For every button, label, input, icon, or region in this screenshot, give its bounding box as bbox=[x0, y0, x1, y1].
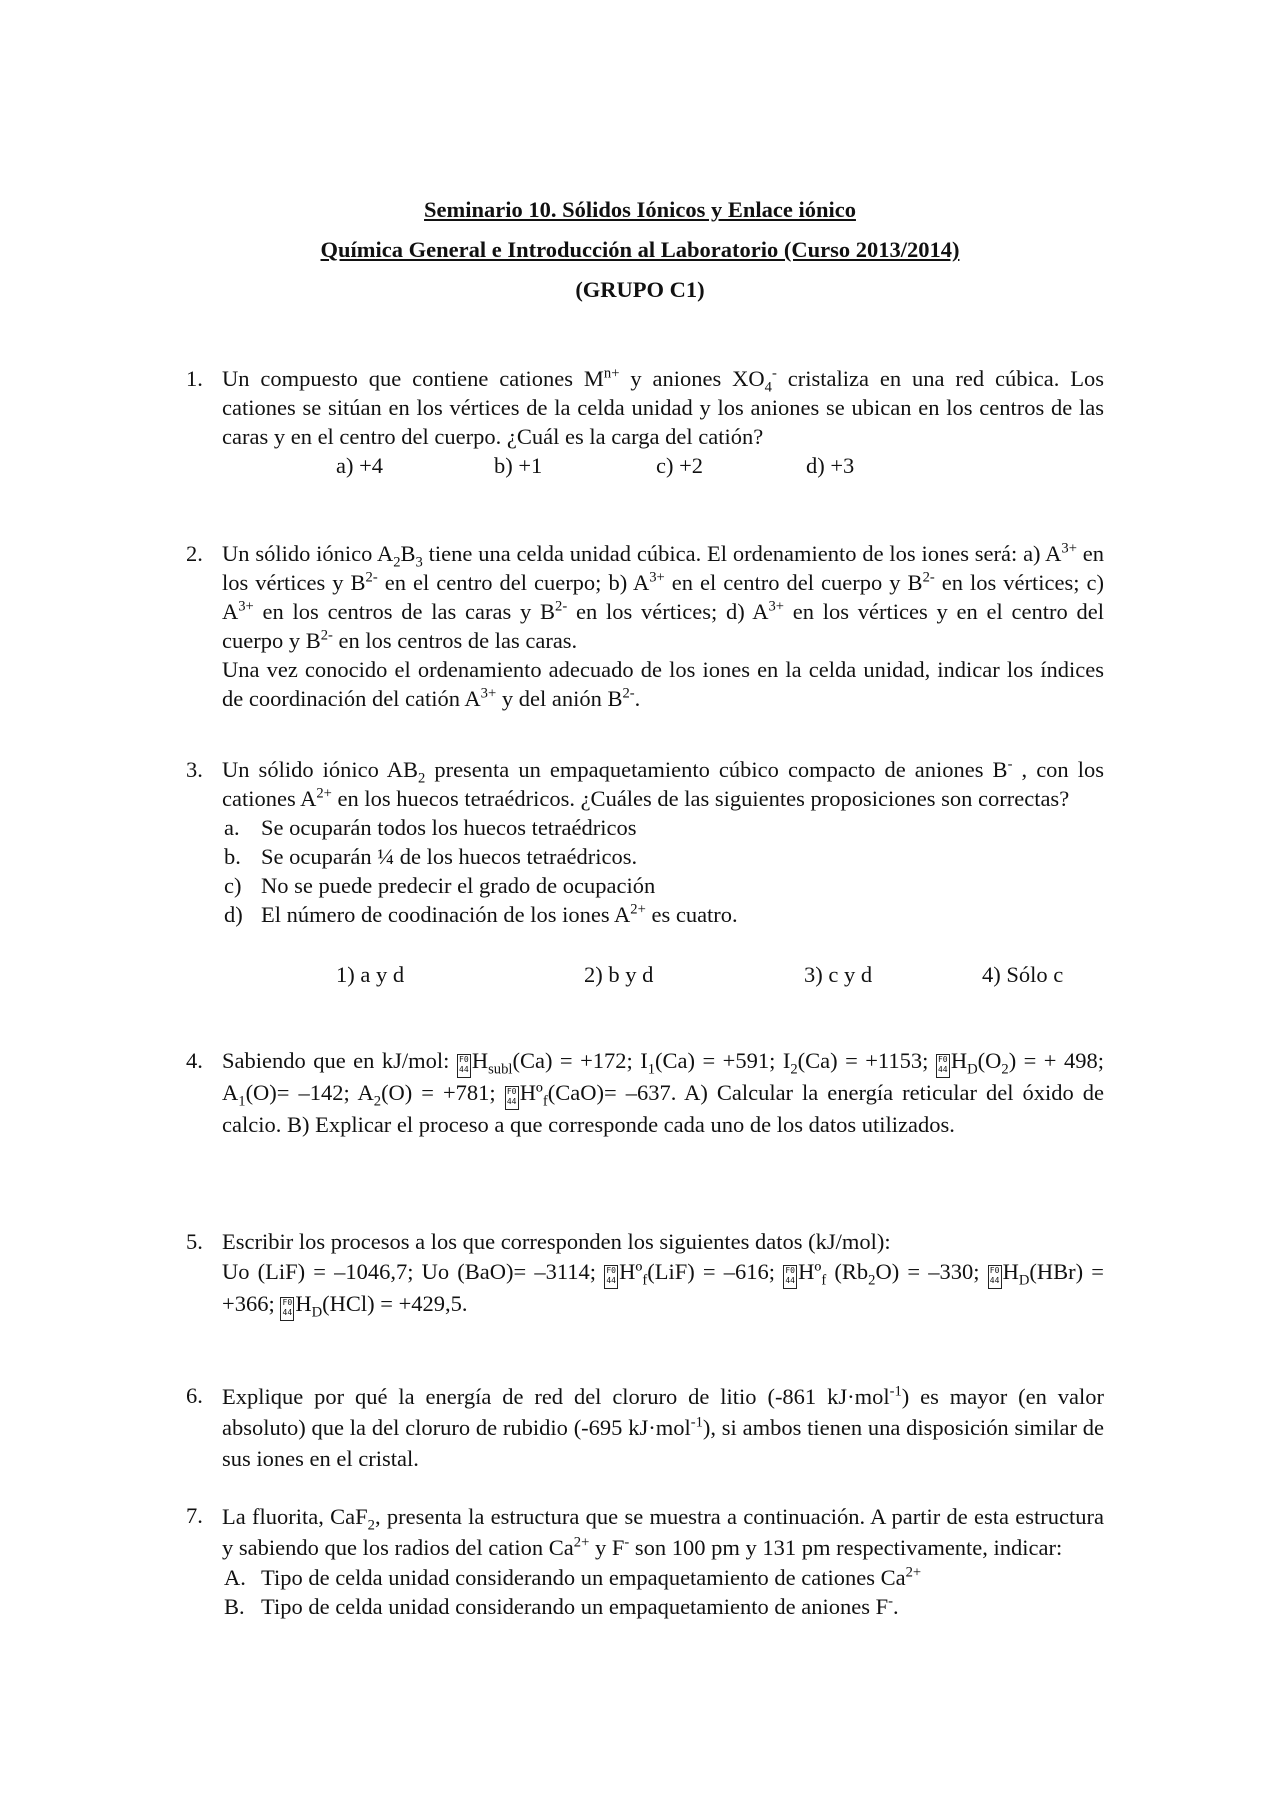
option-c: c) +2 bbox=[656, 453, 704, 478]
question-number: 1. bbox=[186, 366, 203, 391]
question-number: 7. bbox=[186, 1503, 203, 1528]
course-title: Química General e Introducción al Laboratorio (Curso 2013/2014) bbox=[320, 237, 960, 262]
question-number: 2. bbox=[186, 541, 203, 566]
missing-glyph-icon: F0 44 bbox=[936, 1054, 950, 1078]
missing-glyph-icon: F0 44 bbox=[280, 1297, 294, 1321]
question-text: Sabiendo que en kJ/mol: F0 44 $H_{subl}(Ca) = +172$; $I_1(Ca) = +591$; $I_2(Ca) = +1153$; F0 44 $H_D(O_2)$ = + 498; $A_1(O)= -142$; $A_2(O) = +781$; F0 44 Hº$_f$(CaO)= –637. A) Calcular la energía reticular del óxido de calcio. B) Explicar el proceso a que corresponde cada uno de los datos utilizados. bbox=[222, 1048, 1105, 1137]
document-header bbox=[0, 190, 1280, 310]
question-text: Un sólido iónico $A_2B_3$ tiene una celda unidad cúbica. El ordenamiento de los iones será: a) $A^{3+}$ en los vértices y $B^{2-}$ en el centro del cuerpo; b) $A^{3+}$ en el centro del cuerpo y $B^{2-}$ en los vértices; c) $A^{3+}$ en los centros de las caras y $B^{2-}$ en los vértices; d) $A^{3+}$ en los vértices y en el centro del cuerpo y $B^{2-}$ en los centros de las caras. bbox=[222, 540, 1104, 653]
option-d: d) +3 bbox=[806, 453, 855, 478]
question-text: Explique por qué la energía de red del cloruro de litio (-861 kJ·mol$^{-1}$) es mayor (en valor absoluto) que la del cloruro de rubidio (-695 kJ·mol$^{-1}$), si ambos tienen una disposición similar de sus iones en el cristal. bbox=[222, 1383, 1104, 1471]
option-b: b) +1 bbox=[494, 453, 543, 478]
question-number: 4. bbox=[186, 1048, 203, 1073]
question-number: 5. bbox=[186, 1229, 203, 1254]
question-3 bbox=[186, 755, 1104, 989]
part-b: B. Tipo de celda unidad considerando un empaquetamiento de aniones F-. bbox=[224, 1593, 899, 1619]
part-a: A. Tipo de celda unidad considerando un empaquetamiento de cationes $Ca^{2+}$ bbox=[224, 1564, 922, 1590]
proposition-d: d) El número de coodinación de los iones $A^{2+}$ es cuatro. bbox=[224, 901, 738, 927]
question-7 bbox=[186, 1501, 1104, 1621]
option-a: a) +4 bbox=[336, 453, 384, 478]
proposition-b: b. Se ocuparán ¼ de los huecos tetraédricos. bbox=[224, 844, 638, 869]
question-5 bbox=[186, 1227, 1104, 1321]
answer-options bbox=[186, 451, 1104, 480]
missing-glyph-icon: F0 44 bbox=[604, 1265, 618, 1289]
missing-glyph-icon: F0 44 bbox=[783, 1265, 797, 1289]
question-followup: Una vez conocido el ordenamiento adecuado de los iones en la celda unidad, indicar los índices de coordinación del catión $A^{3+}$ y del anión $B^{2-}$. bbox=[222, 657, 1104, 711]
missing-glyph-icon: F0 44 bbox=[457, 1054, 471, 1078]
question-number: 3. bbox=[186, 757, 203, 782]
question-text: La fluorita, CaF$_2$, presenta la estructura que se muestra a continuación. A partir de esta estructura y sabiendo que los radios del cation $Ca^{2+}$ y F- son 100 pm y 131 pm respectivamente, indicar: bbox=[222, 1504, 1104, 1560]
question-1 bbox=[186, 364, 1104, 480]
group-label: (GRUPO C1) bbox=[575, 277, 705, 302]
question-text: Un sólido iónico $AB_2$ presenta un empaquetamiento cúbico compacto de aniones B- , con los cationes $A^{2+}$ en los huecos tetraédricos. ¿Cuáles de las siguientes proposiciones son correctas? bbox=[222, 756, 1105, 811]
option-2: 2) b y d bbox=[584, 962, 654, 987]
question-6 bbox=[186, 1381, 1104, 1474]
question-text: Escribir los procesos a los que corresponden los siguientes datos (kJ/mol): Uo (LiF) = –1046,7; Uo (BaO)= –3114; F0 44 Hº$_f$(LiF) = –616; F0 44 Hº$_f$ $(Rb_2O) = -330$; F0 44 $H_D(HBr) = +366$; F0 44 $H_D(HCl) = +429,5$. bbox=[222, 1229, 1104, 1321]
missing-glyph-icon: F0 44 bbox=[505, 1086, 519, 1110]
question-4 bbox=[186, 1046, 1104, 1140]
option-4: 4) Sólo c bbox=[982, 962, 1064, 987]
option-3: 3) c y d bbox=[804, 962, 873, 987]
question-number: 6. bbox=[186, 1383, 203, 1408]
proposition-a: a. Se ocuparán todos los huecos tetraédricos bbox=[224, 815, 637, 840]
answer-options bbox=[186, 960, 1104, 989]
option-1: 1) a y d bbox=[336, 962, 405, 987]
seminar-title: Seminario 10. Sólidos Iónicos y Enlace iónico bbox=[424, 197, 856, 222]
question-2 bbox=[186, 539, 1104, 713]
proposition-c: c) No se puede predecir el grado de ocupación bbox=[224, 873, 656, 898]
question-text: Un compuesto que contiene cationes $M^{n+}$ y aniones $XO_4^-$ cristaliza en una red cúbica. Los cationes se sitúan en los vértices de la celda unidad y los aniones se ubican en los centros de las caras y en el centro del cuerpo. ¿Cuál es la carga del catión? bbox=[222, 365, 1104, 449]
missing-glyph-icon: F0 44 bbox=[988, 1265, 1002, 1289]
